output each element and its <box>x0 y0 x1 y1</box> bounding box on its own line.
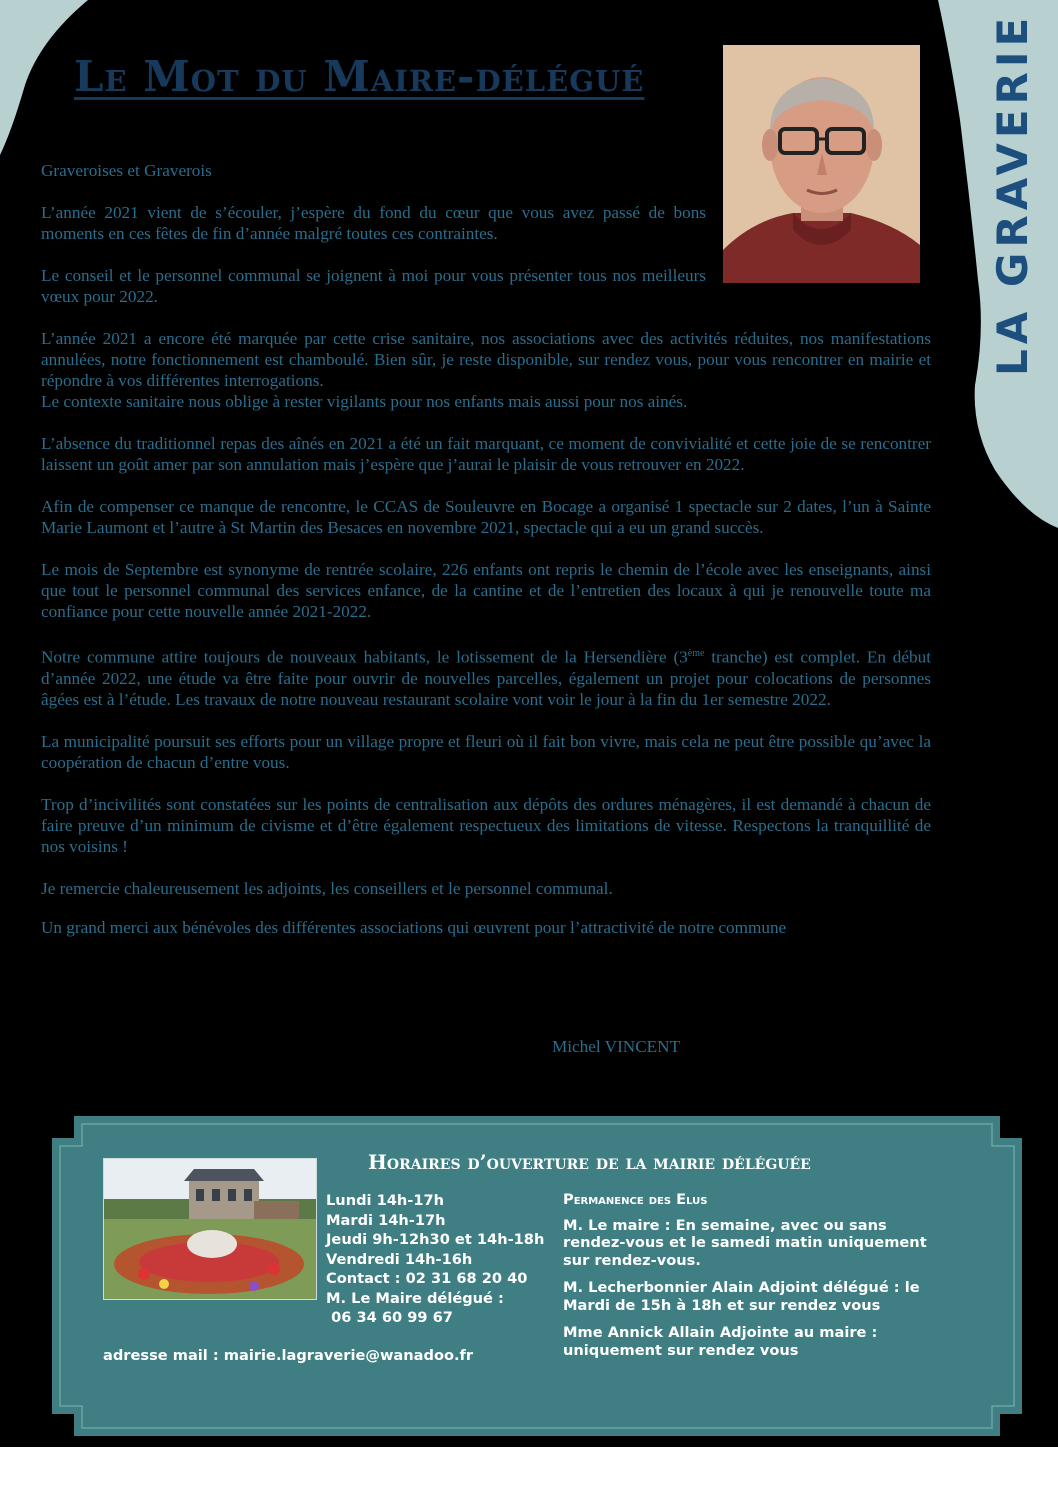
letter-paragraph: L’absence du traditionnel repas des aînés en 2021 a été un fait marquant, ce moment de convivialité et cette joie de se rencontrer laissent un goût amer par son annulation mais j’espère que j’aurai le plaisir de vous retrouver en 2022. <box>41 434 931 474</box>
superscript: ème <box>687 648 705 659</box>
hours-line: Vendredi 14h-16h <box>326 1250 473 1268</box>
hours-panel-title: Horaires d’ouverture de la mairie déléguée <box>368 1150 811 1174</box>
permanence-item: Mme Annick Allain Adjointe au maire : uniquement sur rendez vous <box>563 1324 878 1359</box>
letter-paragraph-end: tranche) est complet. En début d’année 2022, une étude va être faite pour ouvrir de nouvelles parcelles, également un projet pour colocations de personnes âgées est à l’étude. Les travaux de notre nouveau restaurant scolaire vont voir le jour à la fin du 1er semestre 2022. <box>41 647 931 709</box>
letter-paragraph: Afin de compenser ce manque de rencontre, le CCAS de Souleuvre en Bocage a organisé 1 spectacle sur 2 dates, l’un à Sainte Marie Laumont et l’autre à St Martin des Besaces en novembre 2021, spectacle qui a eu un grand succès. <box>41 497 931 537</box>
letter-paragraph-start: Notre commune attire toujours de nouveaux habitants, le lotissement de la Hersendière (3 <box>41 647 688 667</box>
permanence-heading: Permanence des Elus <box>563 1191 708 1208</box>
elected-officials-permanence <box>563 1191 948 1369</box>
letter-greeting: Graveroises et Graverois <box>41 161 212 180</box>
letter-paragraph: Un grand merci aux bénévoles des différentes associations qui œuvrent pour l’attractivité de notre commune <box>41 917 787 937</box>
letter-paragraph: Trop d’incivilités sont constatées sur les points de centralisation aux dépôts des ordures ménagères, il est demandé à chacun de faire preuve d’un minimum de civisme et d’être également respectueux des limitations de vitesse. Respectons la tranquillité de nos voisins ! <box>41 794 931 856</box>
side-label: LA GRAVERIE <box>988 12 1037 376</box>
letter-paragraph: La municipalité poursuit ses efforts pour un village propre et fleuri où il fait bon vivre, mais cela ne peut être possible qu’avec la coopération de chacun d’entre vous. <box>41 731 931 772</box>
letter-paragraph: L’année 2021 a encore été marquée par cette crise sanitaire, nos associations avec des activités réduites, nos manifestations annulées, notre fonctionnement est chamboulé. Bien sûr, je reste disponible, sur rendez vous, pour vous rencontrer en mairie et répondre à vos différentes interrogations. <box>41 329 931 390</box>
town-hall-photo <box>103 1158 317 1300</box>
letter-paragraph: Je remercie chaleureusement les adjoints, les conseillers et le personnel communal. <box>41 878 613 898</box>
mayor-phone: 06 34 60 99 67 <box>326 1309 453 1326</box>
permanence-item: M. Lecherbonnier Alain Adjoint délégué : le Mardi de 15h à 18h et sur rendez vous <box>563 1279 920 1314</box>
letter-paragraph: Le conseil et le personnel communal se joignent à moi pour vous présenter tous nos meilleurs vœux pour 2022. <box>41 266 706 306</box>
mayor-letter <box>41 160 931 956</box>
opening-hours <box>326 1191 544 1328</box>
permanence-item: M. Le maire : En semaine, avec ou sans rendez-vous et le samedi matin uniquement sur rendez-vous. <box>563 1216 927 1269</box>
hours-line: Jeudi 9h-12h30 et 14h-18h <box>326 1231 545 1248</box>
letter-paragraph <box>41 643 931 710</box>
letter-paragraph: Le contexte sanitaire nous oblige à rester vigilants pour nos enfants mais aussi pour nos ainés. <box>41 392 688 411</box>
contact-phone: Contact : 02 31 68 20 40 <box>326 1270 528 1287</box>
hours-line: Mardi 14h-17h <box>326 1211 446 1229</box>
hours-line: Lundi 14h-17h <box>326 1192 445 1209</box>
letter-paragraph: L’année 2021 vient de s’écouler, j’espère du fond du cœur que vous avez passé de bons moments en ces fêtes de fin d’année malgré toutes ces contraintes. <box>41 203 706 243</box>
letter-paragraph: Le mois de Septembre est synonyme de rentrée scolaire, 226 enfants ont repris le chemin de l’école avec les enseignants, ainsi que tout le personnel communal des services enfance, de la cantine et de l’entretien des locaux à qui je renouvelle toute ma confiance pour cette nouvelle année 2021-2022. <box>41 560 931 621</box>
page-title: Le Mot du Maire-délégué <box>74 52 645 101</box>
email-address: adresse mail : mairie.lagraverie@wanadoo.fr <box>103 1347 474 1364</box>
mayor-contact-label: M. Le Maire délégué : <box>326 1289 504 1307</box>
letter-signature: Michel VINCENT <box>552 1037 681 1056</box>
